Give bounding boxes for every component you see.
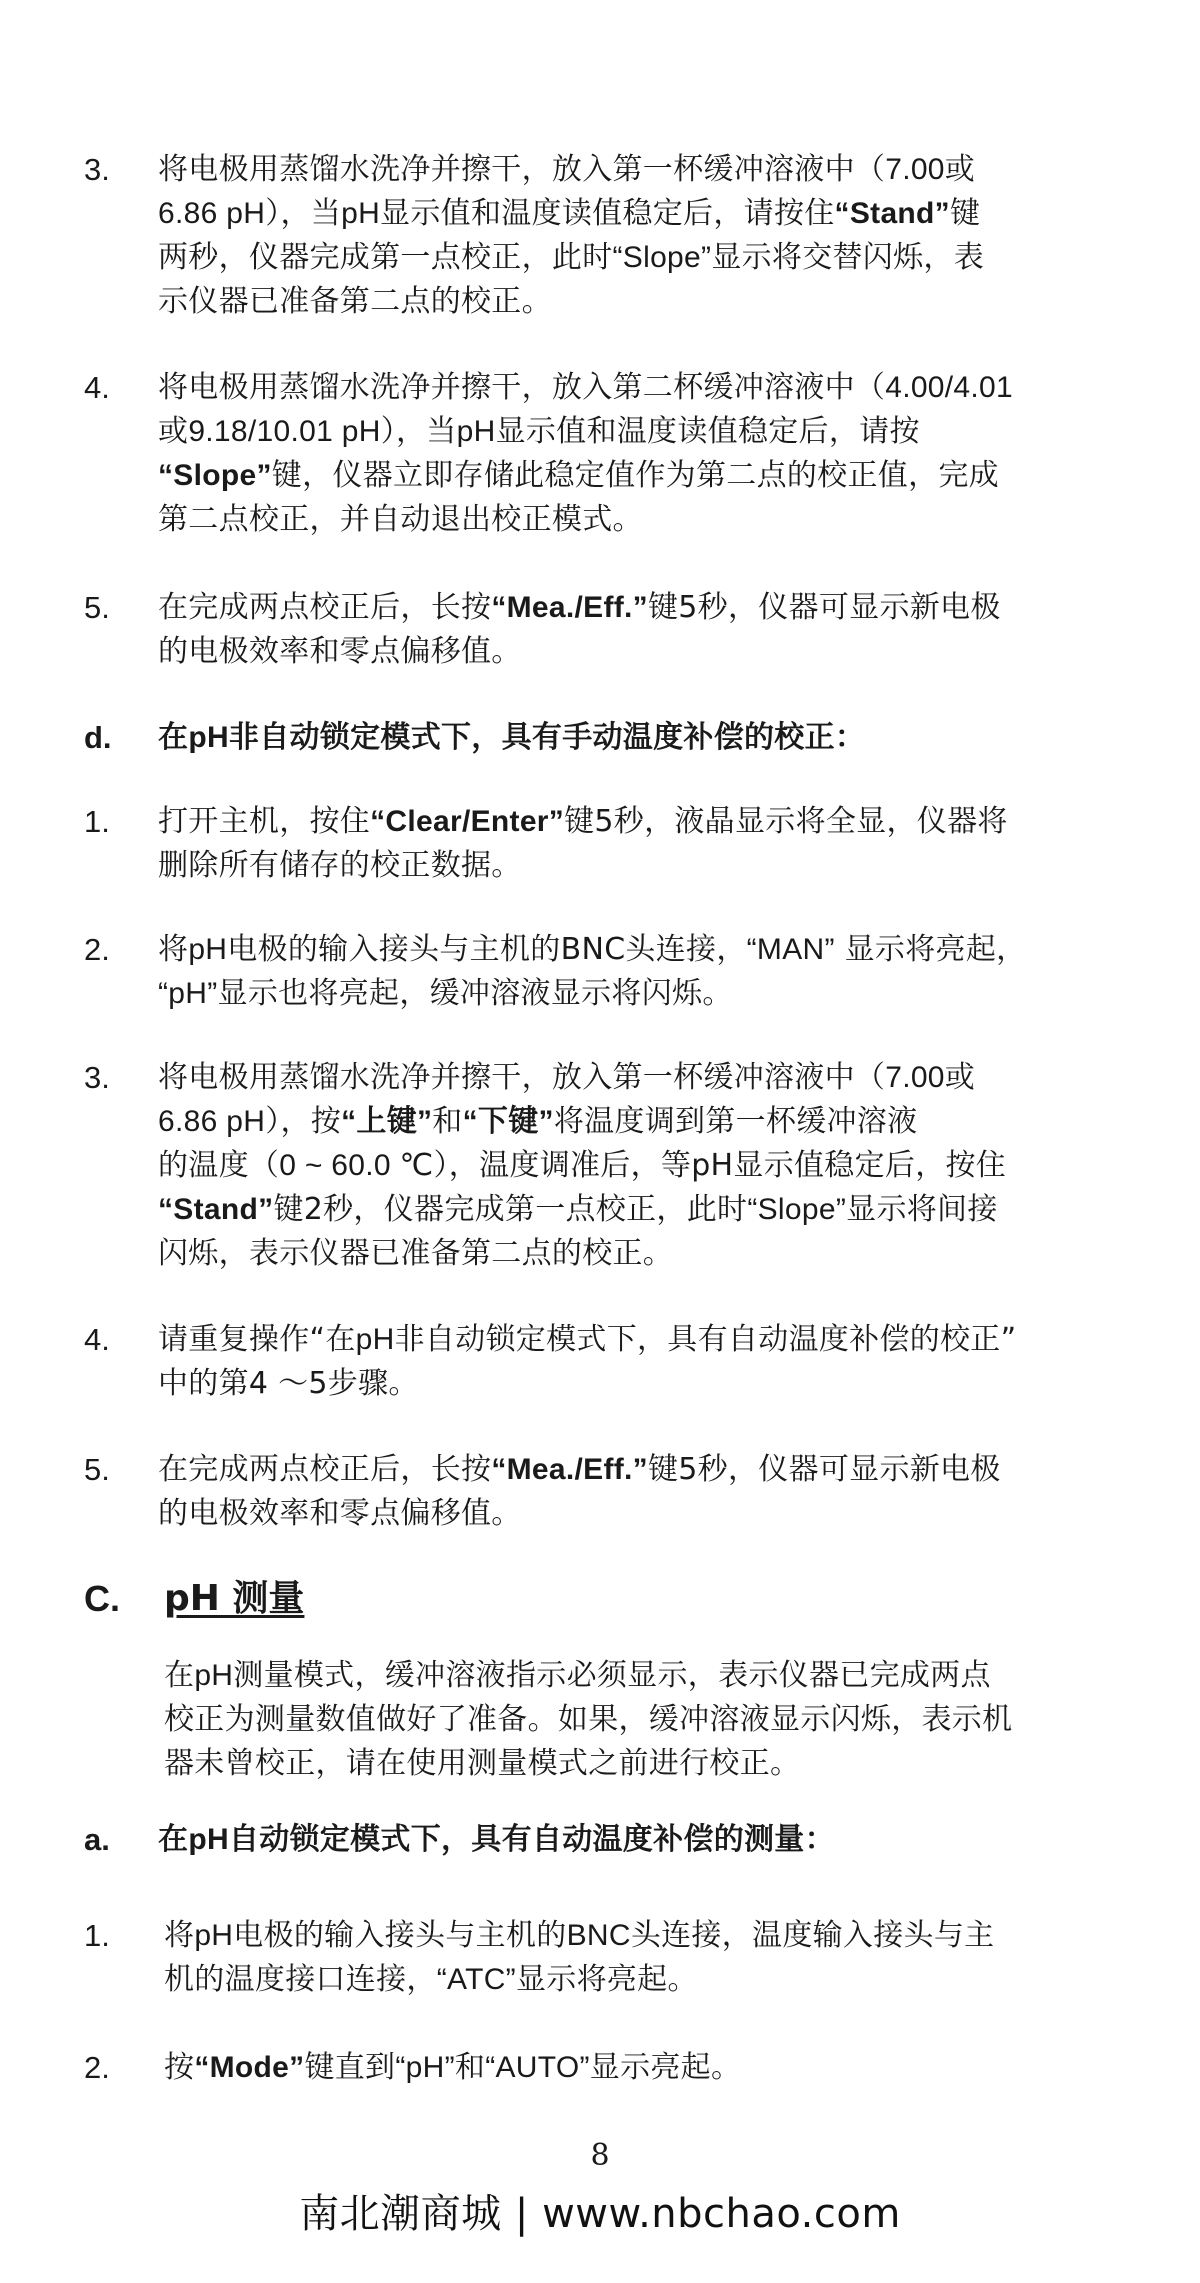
section-number: C. [84,1578,120,1619]
step-number: 2. [84,2050,110,2085]
step-text: 在完成两点校正后，长按“Mea./Eff.”键5秒，仪器可显示新电极 的电极效率和零点偏移值。 [158,1452,1001,1531]
intro-text: 在pH测量模式，缓冲溶液指示必须显示，表示仪器已完成两点 校正为测量数值做好了准备。如果，缓冲溶液显示闪烁，表示机 器未曾校正，请在使用测量模式之前进行校正。 [164,1658,1013,1781]
step-text: 将电极用蒸馏水洗净并擦干，放入第一杯缓冲溶液中（7.00或 6.86 pH），当pH显示值和温度读值稳定后，请按住“Stand”键 两秒，仪器完成第一点校正，此时“Slope”显示将交替闪烁，表 示仪器已准备第二点的校正。 [158,152,985,319]
step-number: 3. [84,152,110,187]
step-text: 在完成两点校正后，长按“Mea./Eff.”键5秒，仪器可显示新电极 的电极效率和零点偏移值。 [158,590,1001,669]
step-number: 2. [84,932,110,967]
section-title: pH 测量 [164,1578,305,1619]
step-number: 1. [84,804,110,839]
step-text: 请重复操作“在pH非自动锁定模式下，具有自动温度补偿的校正” 中的第4 ～5步骤。 [158,1322,1017,1401]
heading-text: 在pH自动锁定模式下，具有自动温度补偿的测量： [158,1822,835,1857]
step-number: 1. [84,1918,110,1953]
step-text: 将pH电极的输入接头与主机的BNC头连接，“MAN” 显示将亮起， “pH”显示也将亮起，缓冲溶液显示将闪烁。 [158,932,1027,1011]
page-number: 8 [590,2138,610,2173]
step-number: 5. [84,590,110,625]
heading-label: a. [84,1822,110,1857]
step-text: 将电极用蒸馏水洗净并擦干，放入第一杯缓冲溶液中（7.00或 6.86 pH），按“上键”和“下键”将温度调到第一杯缓冲溶液 的温度（0 ~ 60.0 ℃），温度调准后，等pH显示值稳定后，按住 “Stand”键2秒，仪器完成第一点校正，此时“Slope”显示将间接 闪烁，表示仪器已准备第二点的校正。 [158,1060,1007,1271]
heading-label: d. [84,720,112,755]
step-text: 按“Mode”键直到“pH”和“AUTO”显示亮起。 [164,2050,742,2085]
heading-text: 在pH非自动锁定模式下，具有手动温度补偿的校正： [158,720,866,755]
step-number: 4. [84,370,110,405]
step-text: 打开主机，按住“Clear/Enter”键5秒，液晶显示将全显，仪器将 删除所有储存的校正数据。 [158,804,1008,883]
step-number: 5. [84,1452,110,1487]
step-number: 3. [84,1060,110,1095]
step-number: 4. [84,1322,110,1357]
step-text: 将电极用蒸馏水洗净并擦干，放入第二杯缓冲溶液中（4.00/4.01 或9.18/10.01 pH），当pH显示值和温度读值稳定后，请按 “Slope”键，仪器立即存储此稳定值作为第二点的校正值，完成 第二点校正，并自动退出校正模式。 [158,370,1014,537]
footer-watermark: 南北潮商城 | www.nbchao.com [299,2191,901,2237]
step-text: 将pH电极的输入接头与主机的BNC头连接，温度输入接头与主 机的温度接口连接，“ATC”显示将亮起。 [164,1918,995,1997]
